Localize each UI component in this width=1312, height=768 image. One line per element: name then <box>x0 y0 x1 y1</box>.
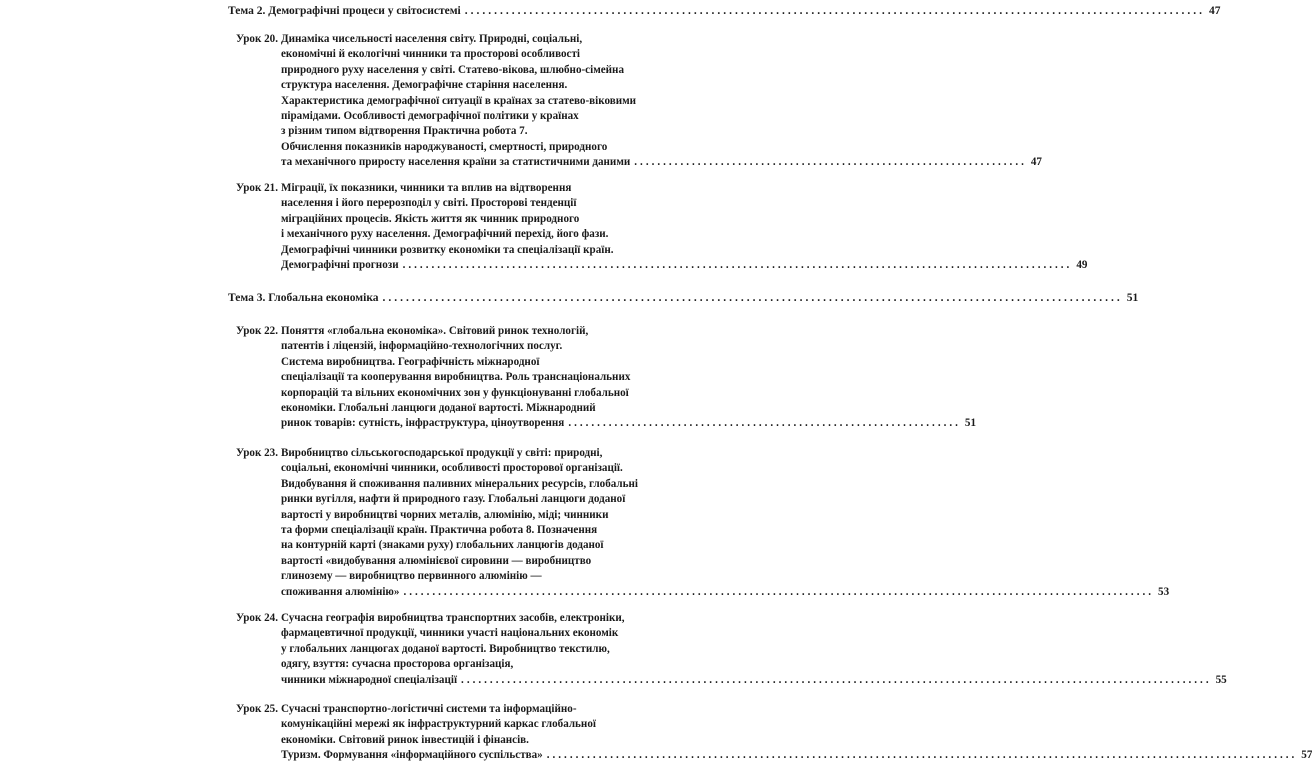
lesson-text-line: міграційних процесів. Якість життя як чинник природного <box>281 212 580 225</box>
lesson-text-line: соціальні, економічні чинники, особливості просторової організації. <box>281 462 623 475</box>
lesson-last-line <box>236 748 1312 763</box>
lesson-label: Урок 21. <box>236 182 278 194</box>
lesson-text-line: спеціалізації та кооперування виробництва. Роль транснаціональних <box>281 371 631 384</box>
page-number: 53 <box>1158 585 1170 598</box>
lesson-text-line: природного руху населення у світі. Статево-вікова, шлюбно-сімейна <box>281 63 625 76</box>
leader-dots: .................................................................................................................................. <box>461 673 1212 686</box>
lesson-text: та механічного приросту населення країни за статистичними даними <box>281 156 631 169</box>
leader-dots: .................................................................................................................... <box>402 258 1073 271</box>
lesson-last-line <box>236 416 976 431</box>
lesson-last-line <box>236 585 1170 600</box>
lesson-first-line <box>236 446 798 461</box>
lesson-last-line <box>236 155 1042 170</box>
leader-dots: .................................................................................................................................. <box>403 585 1155 598</box>
lesson-label: Урок 25. <box>236 703 278 715</box>
toc-lesson-entry <box>236 446 1170 600</box>
lesson-text: Демографічні прогнози <box>281 258 399 271</box>
lesson-first-line <box>236 324 798 339</box>
lesson-text: Сучасна географія виробництва транспортних засобів, електроніки, <box>281 612 625 624</box>
lesson-first-line <box>236 702 798 717</box>
page-number: 49 <box>1076 258 1088 271</box>
lesson-text-line: комунікаційні мережі як інфраструктурний каркас глобальної <box>281 718 596 731</box>
page-number: 47 <box>1209 5 1221 17</box>
lesson-text-line: економіки. Світовий ринок інвестицій і фінансів. <box>281 733 529 746</box>
lesson-text: ринок товарів: сутність, інфраструктура, ціноутворення <box>281 417 565 430</box>
lesson-first-line <box>236 181 798 196</box>
topic-title: Тема 2. Демографічні процеси у світосистемі <box>228 5 461 17</box>
lesson-text: Сучасні транспортно-логістичні системи та інформаційно- <box>281 703 577 715</box>
leader-dots: .................................................................... <box>568 417 961 430</box>
toc-lesson-entry <box>236 611 1227 688</box>
lesson-text: Виробництво сільськогосподарської продукції у світі: природні, <box>281 447 603 459</box>
leader-dots: .................................................................... <box>634 156 1027 169</box>
lesson-text-line: населення і його перерозподіл у світі. Просторові тенденції <box>281 197 577 210</box>
lesson-text-line: фармацевтичної продукції, чинники участі національних економік <box>281 627 619 640</box>
lesson-text: Міграції, їх показники, чинники та вплив на відтворення <box>281 182 572 194</box>
lesson-text: Поняття «глобальна економіка». Світовий ринок технологій, <box>281 325 589 337</box>
leader-dots: .................................................................................................................................. <box>546 749 1298 762</box>
lesson-last-line <box>236 258 1088 273</box>
toc-lesson-entry <box>236 181 1088 273</box>
page-number: 51 <box>964 417 976 430</box>
lesson-first-line <box>236 32 798 47</box>
lesson-label: Урок 23. <box>236 447 278 459</box>
lesson-text-line: патентів і ліцензій, інформаційно-технологічних послуг. <box>281 340 563 353</box>
page-number: 51 <box>1126 292 1139 304</box>
lesson-first-line <box>236 611 798 626</box>
lesson-text-line: корпорацій та вільних економічних зон у функціонуванні глобальної <box>281 386 629 399</box>
lesson-text-line: у глобальних ланцюгах доданої вартості. Виробництво текстилю, <box>281 642 610 655</box>
lesson-label: Урок 20. <box>236 33 278 45</box>
lesson-text-line: вартості у виробництві чорних металів, алюмінію, міді; чинники <box>281 508 609 521</box>
lesson-text: Туризм. Формування «інформаційного суспільства» <box>281 749 543 762</box>
lesson-text-line: та форми спеціалізації країн. Практична робота 8. Позначення <box>281 523 598 536</box>
lesson-text: Динаміка чисельності населення світу. Природні, соціальні, <box>281 33 583 45</box>
lesson-text-line: Видобування й споживання паливних мінеральних ресурсів, глобальні <box>281 477 638 490</box>
toc-topic-entry <box>228 290 1139 306</box>
lesson-label: Урок 24. <box>236 612 278 624</box>
lesson-text-line: Характеристика демографічної ситуації в країнах за статево-віковими <box>281 94 637 107</box>
lesson-text-line: пірамідами. Особливості демографічної політики у країнах <box>281 109 579 122</box>
page-number: 47 <box>1030 156 1042 169</box>
lesson-text-line: економічні й екологічні чинники та просторові особливості <box>281 48 580 61</box>
lesson-text-line: Система виробництва. Географічність міжнародної <box>281 355 540 368</box>
lesson-text-line: економіки. Глобальні ланцюги доданої вартості. Міжнародний <box>281 401 596 414</box>
leader-dots: .............................................................................................................................. <box>464 5 1206 17</box>
toc-lesson-entry <box>236 702 1312 764</box>
lesson-text-line: і механічного руху населення. Демографічний перехід, його фази. <box>281 228 609 241</box>
leader-dots: .............................................................................................................................. <box>382 292 1123 304</box>
lesson-text-line: глинозему — виробництво первинного алюмінію — <box>281 570 542 583</box>
lesson-text-line: структура населення. Демографічне старіння населення. <box>281 79 568 92</box>
lesson-last-line <box>236 673 1227 688</box>
lesson-text-line: одягу, взуття: сучасна просторова організація, <box>281 658 514 671</box>
lesson-text-line: з різним типом відтворення Практична робота 7. <box>281 125 528 138</box>
lesson-text: споживання алюмінію» <box>281 585 400 598</box>
page-number: 57 <box>1301 749 1312 762</box>
toc-lesson-entry <box>236 32 1042 171</box>
lesson-label: Урок 22. <box>236 325 278 337</box>
lesson-text: чинники міжнародної спеціалізації <box>281 673 458 686</box>
topic-title: Тема 3. Глобальна економіка <box>228 292 379 304</box>
lesson-text-line: вартості «видобування алюмінієвої сировини — виробництво <box>281 554 592 567</box>
lesson-text-line: ринки вугілля, нафти й природного газу. Глобальні ланцюги доданої <box>281 493 626 506</box>
toc-topic-entry <box>228 3 1221 19</box>
toc-lesson-entry <box>236 324 976 432</box>
lesson-text-line: Обчислення показників народжуваності, смертності, природного <box>281 140 608 153</box>
page-number: 55 <box>1215 673 1227 686</box>
lesson-text-line: Демографічні чинники розвитку економіки та спеціалізації країн. <box>281 243 614 256</box>
lesson-text-line: на контурній карті (знаками руху) глобальних ланцюгів доданої <box>281 539 604 552</box>
